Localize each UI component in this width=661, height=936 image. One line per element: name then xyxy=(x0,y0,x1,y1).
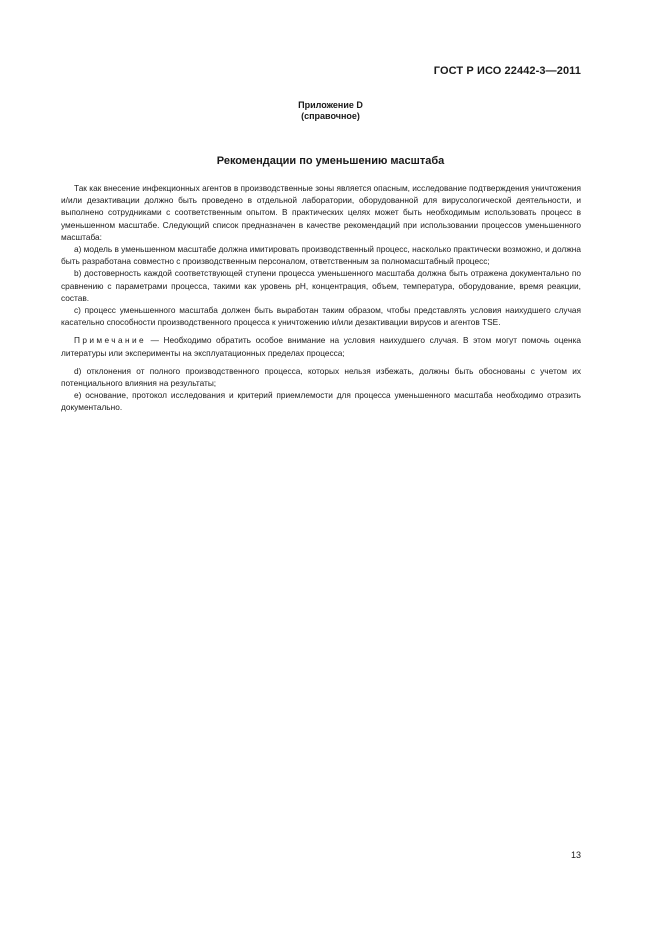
note-paragraph xyxy=(61,334,581,358)
intro-paragraph: Так как внесение инфекционных агентов в производственные зоны является опасным, исследование подтверждения уничтожения и/или дезактивации должно быть проведено в отдельной лаборатории, оборудованной для вирусологической деятельности, и выполнено сотрудниками с соответственным опытом. В практических целях может быть необходимым использовать процесс в уменьшенном масштабе. Следующий список предназначен в качестве рекомендаций при использовании процессов уменьшенного масштаба: xyxy=(61,183,581,242)
list-item-a: а) модель в уменьшенном масштабе должна имитировать производственный процесс, насколько практически возможно, и должна быть разработана совместно с производственным персоналом, ответственным за полномасштабный процесс; xyxy=(61,244,581,267)
note-text: — Необходимо обратить особое внимание на условия наихудшего случая. В этом могут помочь оценка литературы или эксперименты на эксплуатационных пределах процесса; xyxy=(61,335,581,358)
list-item-d: d) отклонения от полного производственного процесса, которых нельзя избежать, должны быть обоснованы с учетом их потенциального влияния на результаты; xyxy=(61,365,581,389)
annex-title: Приложение D xyxy=(298,100,363,110)
list-item-b: b) достоверность каждой соответствующей ступени процесса уменьшенного масштаба должна быть отражена документально по сравнению с параметрами процесса, такими как уровень pH, концентрация, объем, температура, оборудование, время реакции, состав. xyxy=(61,268,581,303)
page-number: 13 xyxy=(570,850,581,860)
note-label: Примечание xyxy=(74,335,147,346)
section-heading: Рекомендации по уменьшению масштаба xyxy=(216,155,445,167)
list-item-c: c) процесс уменьшенного масштаба должен быть выработан таким образом, чтобы представлять условия наихудшего случая касательно способности производственного процесса к уничтожению и/или дезактивации вирусов и агентов TSE. xyxy=(61,305,581,328)
body-text xyxy=(61,182,581,414)
annex-block xyxy=(0,100,661,122)
list-item-e: е) основание, протокол исследования и критерий приемлемости для процесса уменьшенного масштаба необходимо отразить документально. xyxy=(61,390,581,413)
standard-code: ГОСТ Р ИСО 22442-3—2011 xyxy=(433,65,581,77)
annex-status: (справочное) xyxy=(301,111,360,121)
